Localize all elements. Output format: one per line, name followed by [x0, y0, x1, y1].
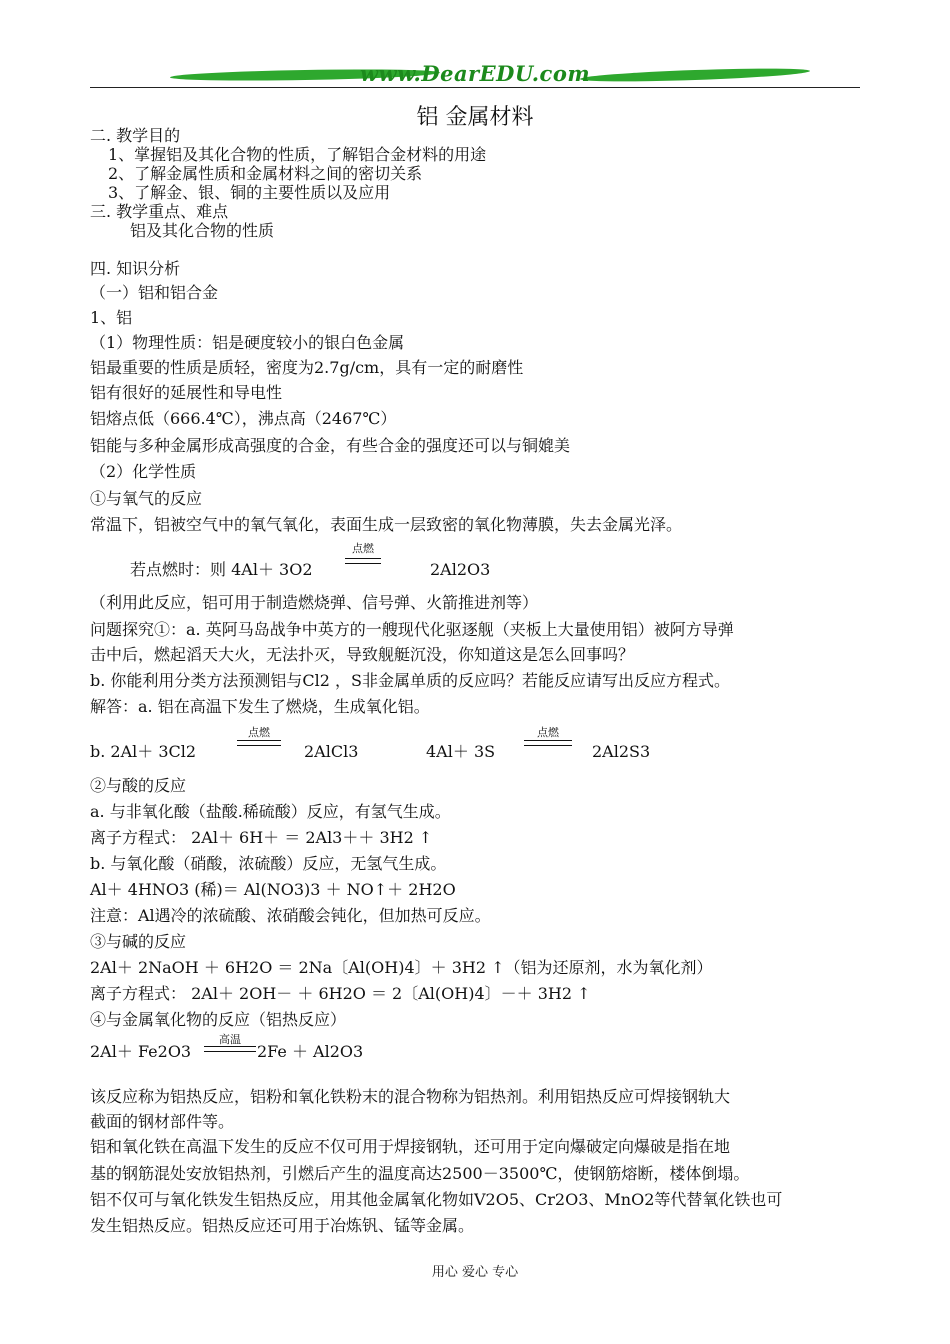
text-line: 该反应称为铝热反应，铝粉和氧化铁粉末的混合物称为铝热剂。利用铝热反应可焊接钢轨大	[90, 1087, 731, 1106]
equation-rhs: 2Al2S3	[592, 742, 651, 761]
text-line: 铝及其化合物的性质	[130, 221, 275, 240]
text-line: 2、了解金属性质和金属材料之间的密切关系	[108, 164, 423, 183]
text-line: 注意：Al遇冷的浓硫酸、浓硝酸会钝化，但加热可反应。	[90, 906, 491, 925]
equation-lhs: 2Al＋ Fe2O3	[90, 1042, 192, 1061]
section-heading: 二. 教学目的	[90, 126, 181, 145]
reaction-condition: 点燃	[248, 726, 270, 739]
reaction-condition: 高温	[219, 1033, 241, 1046]
text-line: b. 与氧化酸（硝酸，浓硫酸）反应，无氢气生成。	[90, 854, 447, 873]
text-line: 1、掌握铝及其化合物的性质，了解铝合金材料的用途	[108, 145, 487, 164]
equation-lhs: 4Al＋ 3S	[426, 742, 496, 761]
equals-arrow	[345, 558, 381, 564]
text-line: Al＋ 4HNO3 (稀)＝ Al(NO3)3 ＋ NO↑＋ 2H2O	[90, 880, 456, 899]
equation-lhs: b. 2Al＋ 3Cl2	[90, 742, 197, 761]
page-footer: 用心 爱心 专心	[431, 1265, 519, 1280]
text-line: 铝不仅可与氧化铁发生铝热反应，用其他金属氧化物如V2O5、Cr2O3、MnO2等代替氧化铁也可	[90, 1190, 783, 1209]
text-line: ④与金属氧化物的反应（铝热反应）	[90, 1010, 347, 1029]
text-line: 1、铝	[90, 308, 133, 327]
text-line: 铝有很好的延展性和导电性	[90, 383, 283, 402]
text-line: 铝最重要的性质是质轻，密度为2.7g/cm，具有一定的耐磨性	[90, 358, 524, 377]
text-line: ③与碱的反应	[90, 932, 187, 951]
text-line: 击中后，燃起滔天大火，无法扑灭，导致舰艇沉没，你知道这是怎么回事吗？	[90, 645, 635, 664]
text-line: ①与氧气的反应	[90, 489, 203, 508]
text-line: 铝和氧化铁在高温下发生的反应不仅可用于焊接钢轨，还可用于定向爆破定向爆破是指在地	[90, 1137, 731, 1156]
text-line: 截面的钢材部件等。	[90, 1112, 235, 1131]
equation-rhs: 2AlCl3	[304, 742, 359, 761]
text-line: 离子方程式： 2Al＋ 2OH－ ＋ 6H2O ＝ 2〔Al(OH)4〕－＋ 3H2 ↑	[90, 984, 591, 1003]
equals-arrow	[237, 740, 281, 746]
text-line: 解答：a. 铝在高温下发生了燃烧，生成氧化铝。	[90, 697, 430, 716]
page-title: 铝 金属材料	[416, 105, 534, 130]
text-line: 基的钢筋混处安放铝热剂，引燃后产生的温度高达2500－3500℃，使钢筋熔断，楼体倒塌。	[90, 1164, 750, 1183]
text-line: 离子方程式： 2Al＋ 6H＋ ＝ 2Al3＋＋ 3H2 ↑	[90, 828, 433, 847]
section-heading: 三. 教学重点、难点	[90, 202, 229, 221]
text-line: 2Al＋ 2NaOH ＋ 6H2O ＝ 2Na〔Al(OH)4〕＋ 3H2 ↑（铝为还原剂，水为氧化剂）	[90, 958, 713, 977]
header-divider	[90, 87, 860, 88]
equals-arrow	[524, 740, 572, 746]
text-line: 发生铝热反应。铝热反应还可用于冶炼钒、锰等金属。	[90, 1216, 475, 1235]
equation-rhs: 2Fe ＋ Al2O3	[257, 1042, 364, 1061]
equation-lhs: 若点燃时：则 4Al＋ 3O2	[130, 560, 313, 579]
text-line: （2）化学性质	[90, 462, 197, 481]
site-url: www.DearEDU.com	[359, 61, 591, 86]
text-line: （利用此反应，铝可用于制造燃烧弹、信号弹、火箭推进剂等）	[90, 593, 539, 612]
reaction-condition: 点燃	[352, 542, 374, 555]
text-line: a. 与非氧化酸（盐酸.稀硫酸）反应，有氢气生成。	[90, 802, 451, 821]
text-line: 问题探究①：a. 英阿马岛战争中英方的一艘现代化驱逐舰（夹板上大量使用铝）被阿方导弹	[90, 620, 734, 639]
text-line: 铝熔点低（666.4℃），沸点高（2467℃）	[90, 409, 397, 428]
text-line: ②与酸的反应	[90, 776, 187, 795]
text-line: （1）物理性质：铝是硬度较小的银白色金属	[90, 333, 405, 352]
equals-arrow	[204, 1046, 256, 1052]
text-line: （一）铝和铝合金	[90, 283, 219, 302]
reaction-condition: 点燃	[537, 726, 559, 739]
text-line: b. 你能利用分类方法预测铝与Cl2 ，S非金属单质的反应吗？若能反应请写出反应方程式。	[90, 671, 731, 690]
text-line: 常温下，铝被空气中的氧气氧化，表面生成一层致密的氧化物薄膜，失去金属光泽。	[90, 515, 683, 534]
section-heading: 四. 知识分析	[90, 259, 181, 278]
text-line: 3、了解金、银、铜的主要性质以及应用	[108, 183, 391, 202]
equation-rhs: 2Al2O3	[430, 560, 491, 579]
text-line: 铝能与多种金属形成高强度的合金，有些合金的强度还可以与铜媲美	[90, 436, 571, 455]
